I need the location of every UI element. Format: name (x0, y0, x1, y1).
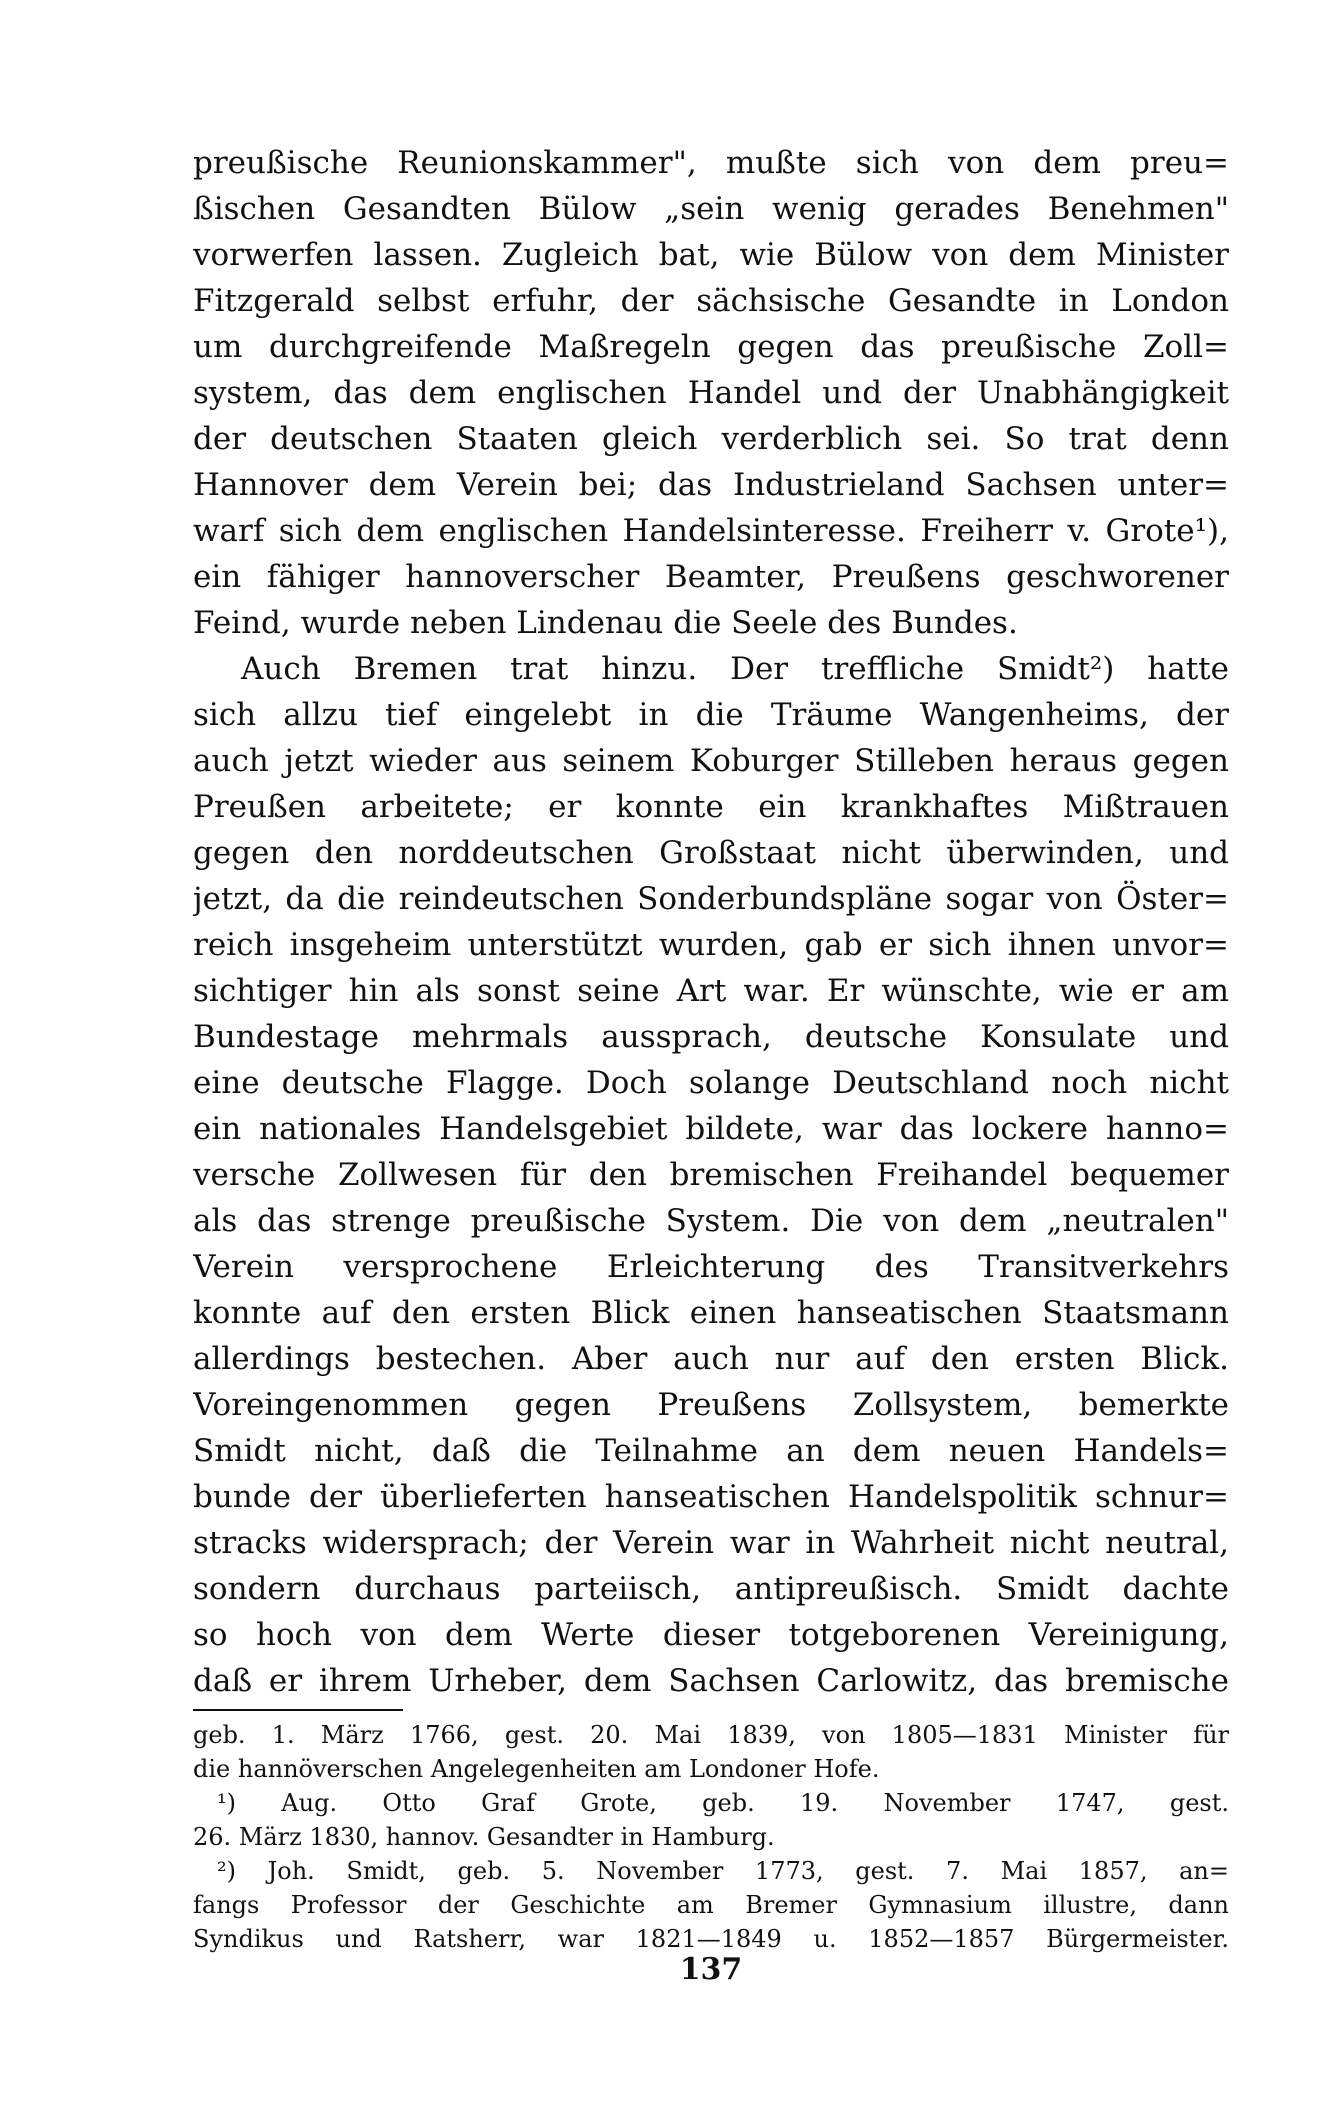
footnote-line: fangs Professor der Geschichte am Bremer Gymnasium illustre, dann (193, 1891, 1229, 1919)
footnote-line: 26. März 1830, hannov. Gesandter in Hamburg. (193, 1823, 775, 1851)
footnote-line: ²) Joh. Smidt, geb. 5. November 1773, gest. 7. Mai 1857, an= (217, 1857, 1229, 1885)
body-line: eine deutsche Flagge. Doch solange Deutschland noch nicht (193, 1065, 1229, 1101)
body-line: reich insgeheim unterstützt wurden, gab er sich ihnen unvor= (193, 927, 1229, 963)
body-line: um durchgreifende Maßregeln gegen das preußische Zoll= (193, 329, 1229, 365)
body-line: Smidt nicht, daß die Teilnahme an dem neuen Handels= (193, 1433, 1229, 1469)
body-line: sondern durchaus parteiisch, antipreußisch. Smidt dachte (193, 1571, 1229, 1607)
body-line: konnte auf den ersten Blick einen hanseatischen Staatsmann (193, 1295, 1229, 1331)
body-line: preußische Reunionskammer", mußte sich von dem preu= (193, 145, 1229, 181)
body-line: auch jetzt wieder aus seinem Koburger Stilleben heraus gegen (193, 743, 1229, 779)
body-line: Fitzgerald selbst erfuhr, der sächsische Gesandte in London (193, 283, 1229, 319)
footnote-line: Syndikus und Ratsherr, war 1821—1849 u. 1852—1857 Bürgermeister. (193, 1925, 1229, 1953)
body-line: warf sich dem englischen Handelsinteresse. Freiherr v. Grote¹), (193, 513, 1229, 549)
body-line: Preußen arbeitete; er konnte ein krankhaftes Mißtrauen (193, 789, 1229, 825)
body-line: ein nationales Handelsgebiet bildete, war das lockere hanno= (193, 1111, 1229, 1147)
body-line: ßischen Gesandten Bülow „sein wenig gerades Benehmen" (193, 191, 1229, 227)
book-page (193, 140, 1229, 2040)
footnote-line: geb. 1. März 1766, gest. 20. Mai 1839, von 1805—1831 Minister für (193, 1721, 1229, 1749)
body-line: als das strenge preußische System. Die von dem „neutralen" (193, 1203, 1229, 1239)
footnote-line: die hannöverschen Angelegenheiten am Londoner Hofe. (193, 1755, 880, 1783)
body-line: allerdings bestechen. Aber auch nur auf den ersten Blick. (193, 1341, 1229, 1377)
body-line: bunde der überlieferten hanseatischen Handelspolitik schnur= (193, 1479, 1229, 1515)
body-line: vorwerfen lassen. Zugleich bat, wie Bülow von dem Minister (193, 237, 1229, 273)
body-line: sichtiger hin als sonst seine Art war. Er wünschte, wie er am (193, 973, 1229, 1009)
body-line: Bundestage mehrmals aussprach, deutsche Konsulate und (193, 1019, 1229, 1055)
body-line: der deutschen Staaten gleich verderblich sei. So trat denn (193, 421, 1229, 457)
body-line: Verein versprochene Erleichterung des Transitverkehrs (193, 1249, 1229, 1285)
body-line: versche Zollwesen für den bremischen Freihandel bequemer (193, 1157, 1229, 1193)
footnotes (193, 1718, 1229, 1956)
body-line: daß er ihrem Urheber, dem Sachsen Carlowitz, das bremische (193, 1663, 1229, 1699)
footnote-divider (193, 1709, 403, 1711)
body-line: so hoch von dem Werte dieser totgeborenen Vereinigung, (193, 1617, 1229, 1653)
body-line: Auch Bremen trat hinzu. Der treffliche Smidt²) hatte (241, 651, 1229, 687)
body-line: Hannover dem Verein bei; das Industrieland Sachsen unter= (193, 467, 1229, 503)
body-line: Voreingenommen gegen Preußens Zollsystem, bemerkte (193, 1387, 1229, 1423)
body-line: jetzt, da die reindeutschen Sonderbundspläne sogar von Öster= (193, 881, 1229, 917)
page-number: 137 (679, 1952, 743, 1987)
body-line: gegen den norddeutschen Großstaat nicht überwinden, und (193, 835, 1229, 871)
body-line: system, das dem englischen Handel und der Unabhängigkeit (193, 375, 1229, 411)
body-text (193, 140, 1229, 1704)
body-line: ein fähiger hannoverscher Beamter, Preußens geschworener (193, 559, 1229, 595)
footnote-line: ¹) Aug. Otto Graf Grote, geb. 19. November 1747, gest. (217, 1789, 1229, 1817)
body-line: Feind, wurde neben Lindenau die Seele des Bundes. (193, 605, 1018, 641)
body-line: sich allzu tief eingelebt in die Träume Wangenheims, der (193, 697, 1229, 733)
body-line: stracks widersprach; der Verein war in Wahrheit nicht neutral, (193, 1525, 1229, 1561)
